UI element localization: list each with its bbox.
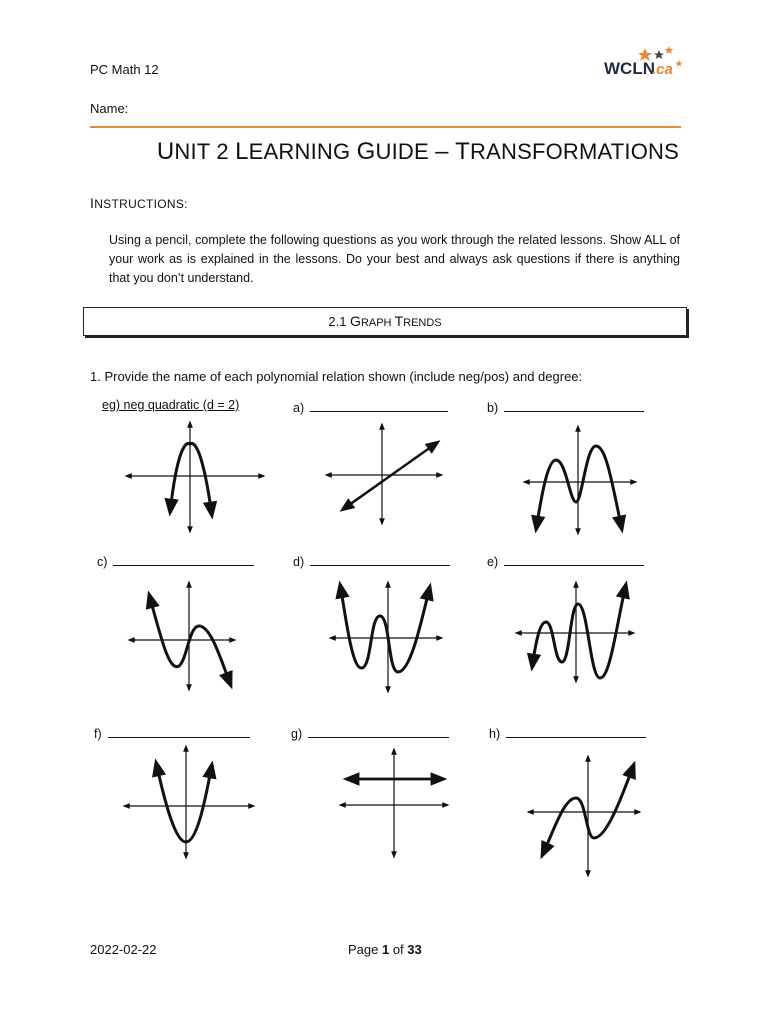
header-divider — [90, 126, 681, 128]
graph-h — [524, 752, 644, 880]
answer-b-line[interactable] — [504, 398, 644, 412]
answer-e[interactable]: e) — [487, 552, 644, 569]
question-1-prompt: 1. Provide the name of each polynomial relation shown (include neg/pos) and degree: — [90, 369, 583, 384]
course-name: PC Math 12 — [90, 62, 159, 77]
name-label: Name: — [90, 101, 129, 116]
answer-e-line[interactable] — [504, 552, 644, 566]
answer-d[interactable]: d) — [293, 552, 450, 569]
page-number: Page 1 of 33 — [348, 942, 422, 957]
graph-e — [512, 578, 638, 686]
graph-example — [120, 418, 270, 536]
page-title: UNIT 2 LEARNING GUIDE – TRANSFORMATIONS — [156, 138, 679, 165]
answer-b[interactable]: b) — [487, 398, 644, 415]
answer-c-line[interactable] — [113, 552, 254, 566]
graph-b — [520, 422, 640, 538]
answer-h-line[interactable] — [506, 724, 646, 738]
answer-f-line[interactable] — [108, 724, 250, 738]
graph-f — [120, 742, 258, 862]
graph-c — [125, 578, 240, 694]
answer-a-line[interactable] — [310, 398, 448, 412]
answer-g[interactable]: g) — [291, 724, 449, 741]
graph-a — [322, 420, 448, 526]
instructions-body: Using a pencil, complete the following questions as you work through the related lessons. Show ALL of your work as is explained in the lessons. Do your best and always ask questions if there is anything that you don’t understand. — [109, 233, 680, 285]
answer-f[interactable]: f) — [94, 724, 250, 741]
answer-c[interactable]: c) — [97, 552, 254, 569]
answer-a[interactable]: a) — [293, 398, 448, 415]
graph-g — [336, 745, 452, 861]
wcln-logo — [603, 44, 685, 80]
graph-d — [326, 578, 446, 696]
instructions-heading: INSTRUCTIONS: — [90, 195, 188, 211]
answer-g-line[interactable] — [308, 724, 449, 738]
example-label: eg) neg quadratic (d = 2) — [102, 398, 240, 412]
section-header: 2.1 GRAPH TRENDS — [83, 307, 687, 336]
logo-text: WCLN — [604, 59, 655, 78]
logo-suffix: .ca — [652, 61, 673, 78]
footer-date: 2022-02-22 — [90, 942, 157, 957]
answer-d-line[interactable] — [310, 552, 450, 566]
answer-h[interactable]: h) — [489, 724, 646, 741]
